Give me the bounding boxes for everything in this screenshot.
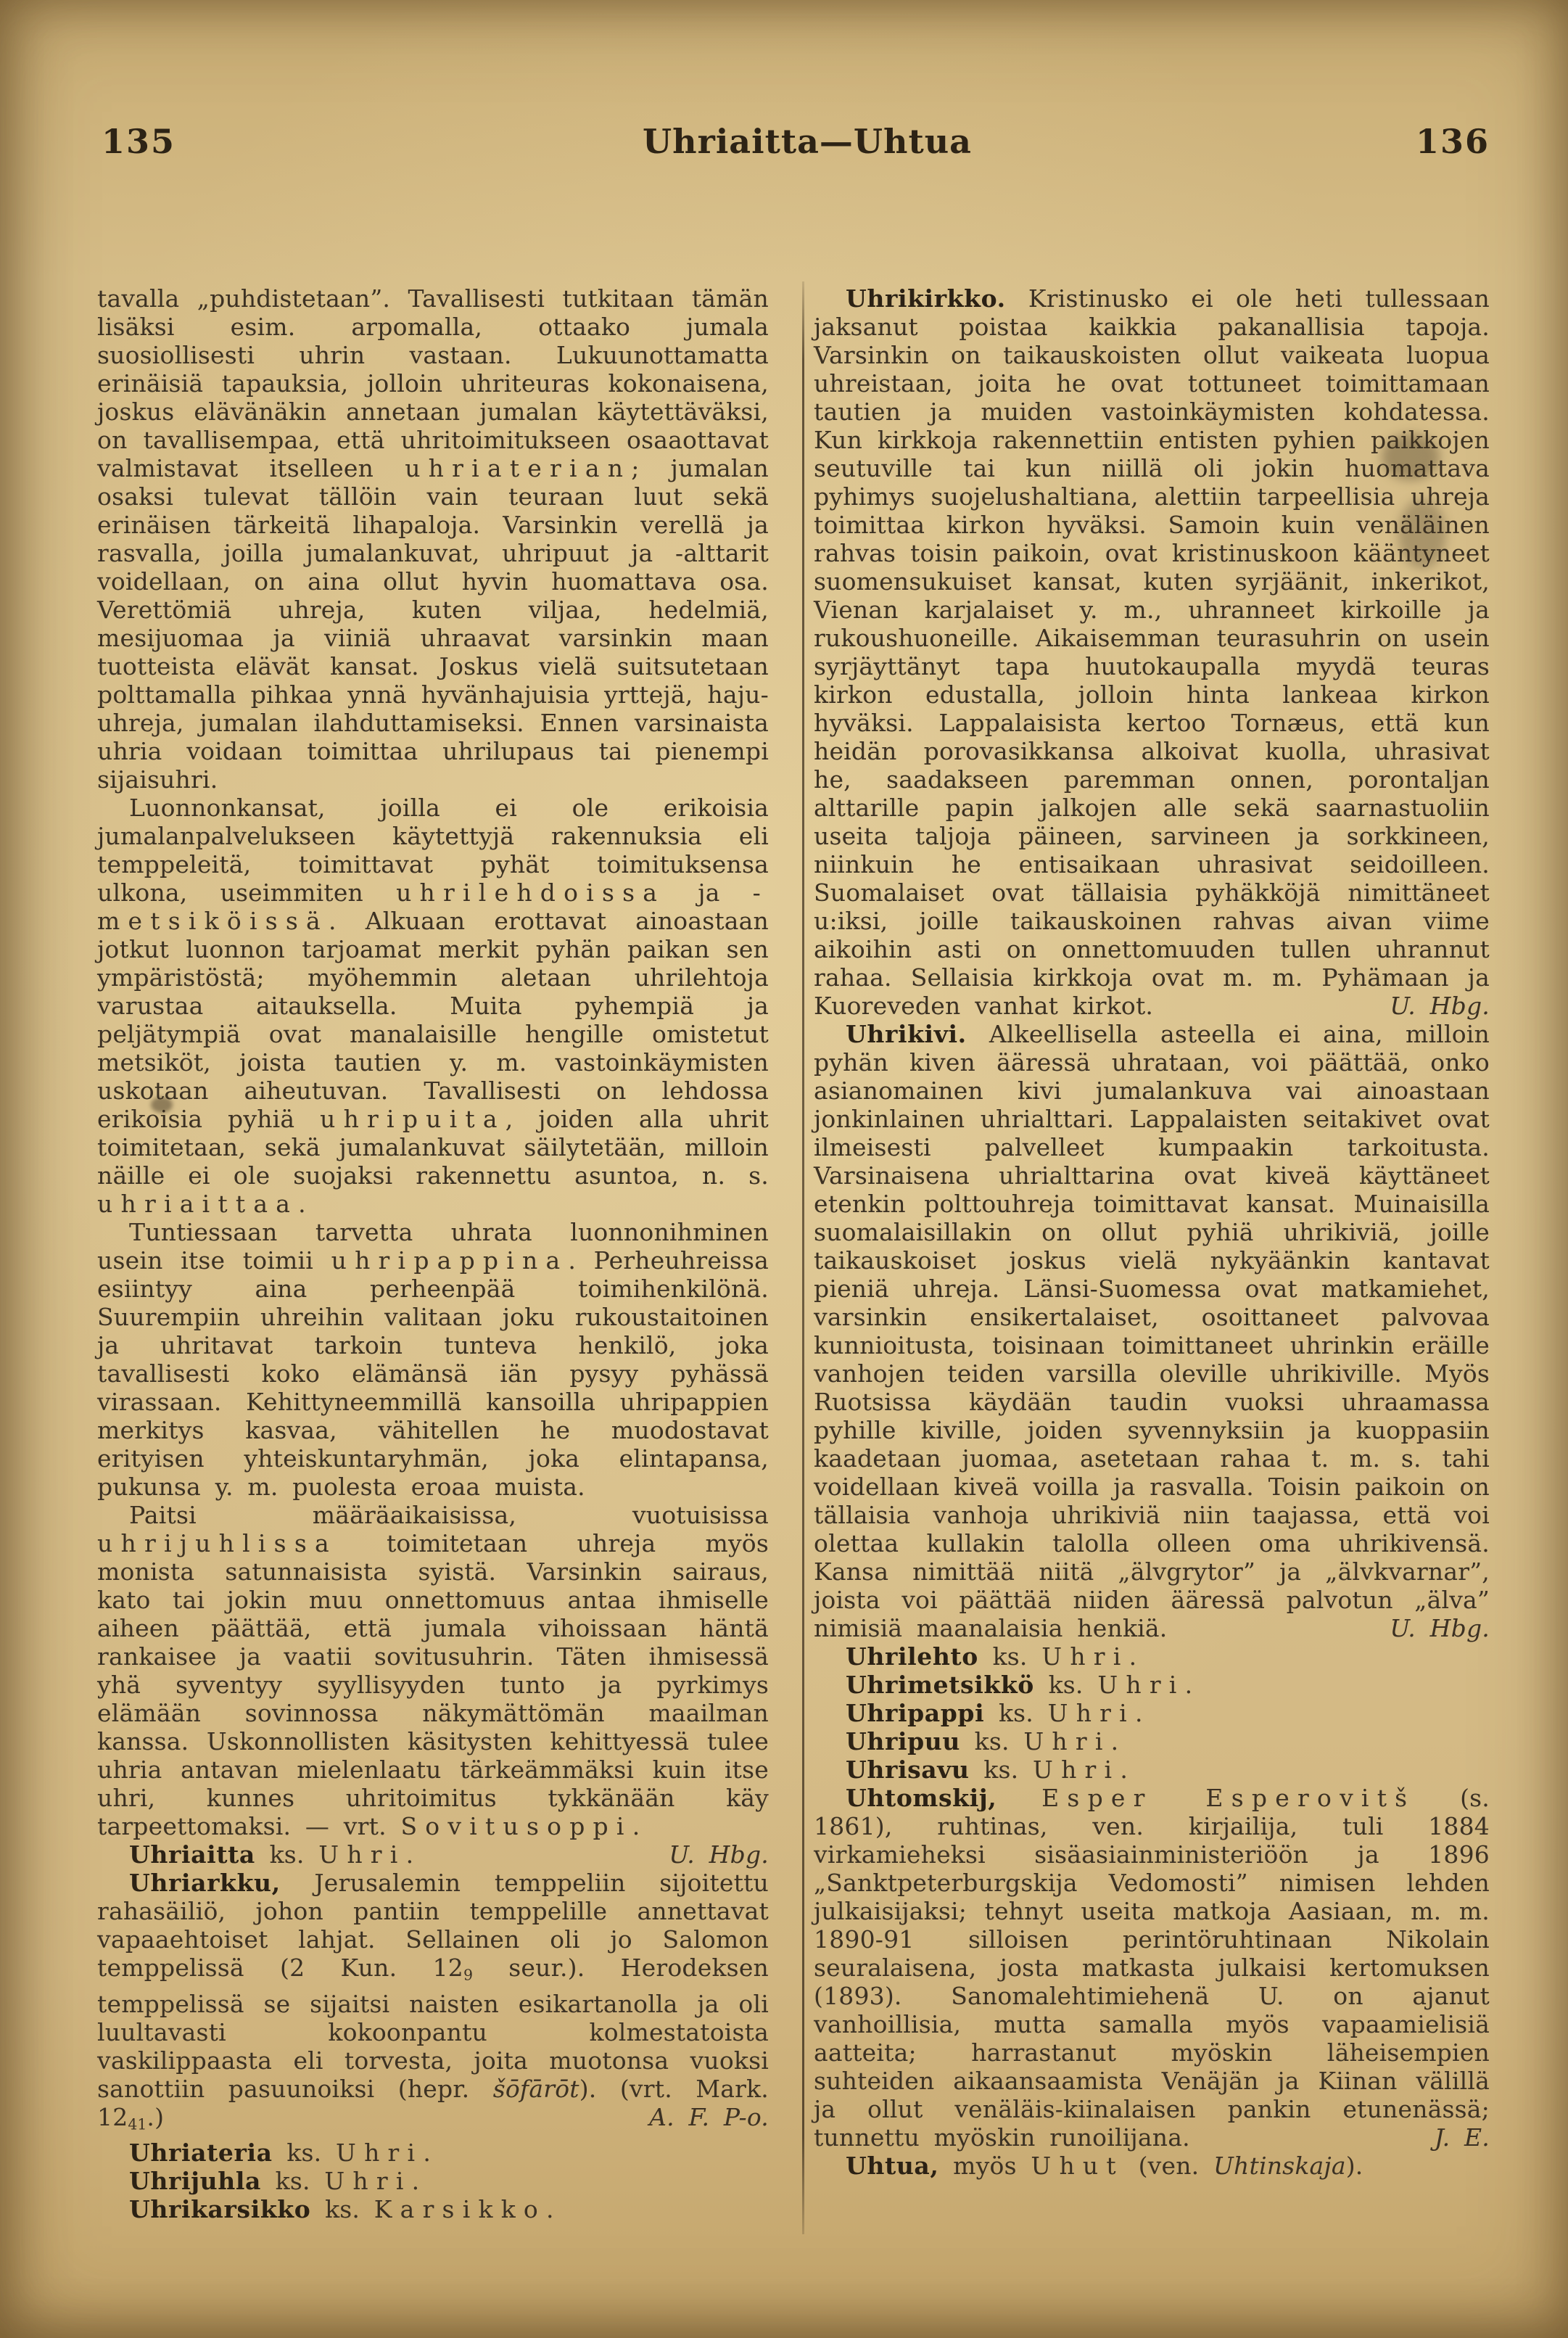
column-left — [97, 284, 769, 2223]
paragraph — [97, 1218, 769, 1501]
text-run: Uhri — [1041, 1642, 1129, 1671]
text-run: toimitetaan uhreja myös monista satunnaisista syistä. Varsinkin sairaus, kato tai jokin muu onnettomuus antaa ihmiselle aiheen päättää, että jumala vihoissaan häntä rankaisee ja vaatii sovitusuhrin. Täten ihmisessä yhä syventyy syyllisyyden tunto ja pyrkimys elämään sovinnossa näkymättömän maailman kanssa. Uskonnollisten käsitysten kehittyessä tulee uhria antavan mielenlaatu tärkeämmäksi kuin itse uhri, kunnes uhritoimitus tykkänään käy tarpeettomaksi. — vrt. — [97, 1529, 769, 1840]
paragraph — [97, 2139, 769, 2167]
text-run: uhrilehdoissa — [396, 878, 666, 907]
text-run: Karsikko — [374, 2195, 547, 2224]
text-run: Uhrisavu — [846, 1755, 970, 1784]
text-run: (ven. — [1123, 2152, 1214, 2180]
text-run: -metsiköissä — [97, 878, 769, 935]
text-run: Uhri — [336, 2139, 424, 2168]
text-run: Uhtomskij, — [846, 1784, 997, 1812]
paragraph — [814, 1671, 1490, 1699]
text-run: ks. — [984, 1699, 1048, 1727]
text-run: . — [1184, 1671, 1193, 1699]
text-run: ks. — [310, 2195, 374, 2224]
text-run: ks. — [272, 2139, 337, 2168]
ink-smudge — [151, 1097, 173, 1113]
ink-smudge — [1382, 434, 1440, 480]
text-run: seur.). Herodeksen temppelissä se sijaitsi naisten esikartanolla ja oli luultavasti kokoonpantu kolmestatoista vaskilippaasta eli torvesta, joita muotonsa vuoksi sanottiin pasuunoiksi (hepr. — [97, 1954, 769, 2103]
text-run: Uhri — [324, 2167, 412, 2196]
text-run: . Perheuhreissa esiintyy aina perheenpää toimihenkilönä. Suurempiin uhreihin valitaan joku rukoustaitoinen ja uhritavat tarkoin tunteva henkilö, joka tavallisesti koko elämänsä iän pysyy pyhässä virassaan. Kehittyneemmillä kansoilla uhripappien merkitys kasvaa, vähitellen he muodostavat erityisen yhteiskuntaryhmän, joka elintapansa, pukunsa y. m. puolesta eroaa muista. — [97, 1246, 769, 1501]
right-page-number: 136 — [1415, 122, 1490, 161]
text-run: uhripuita — [320, 1105, 506, 1133]
text-run: Tuntiessaan tarvetta uhrata luonnonihminen usein itse toimii — [97, 1218, 769, 1275]
page-title: Uhriaitta—Uhtua — [643, 122, 972, 161]
text-run: Esper Esperovitš — [1041, 1784, 1416, 1812]
contributor-signature: U. Hbg. — [1390, 992, 1490, 1020]
text-run: ks. — [260, 2167, 325, 2196]
text-run: šōfārōt — [492, 2074, 579, 2103]
text-run: Uhri — [1023, 1727, 1111, 1755]
text-run: ja — [665, 878, 753, 907]
paragraph — [814, 1784, 1490, 2152]
paragraph — [97, 284, 769, 794]
text-run: . — [411, 2167, 420, 2196]
column-right — [814, 284, 1490, 2180]
text-run: ). — [1345, 2152, 1363, 2180]
paragraph — [814, 1020, 1490, 1642]
text-run — [996, 1784, 1041, 1812]
text-run: . Alkuaan erottavat ainoastaan jotkut luonnon tarjoamat merkit pyhän paikan sen ympäristöstä; myöhemmin aletaan uhrilehtoja varustaa aitauksella. Muita pyhempiä ja peljätympiä ovat manalaisille hengille omistetut metsiköt, joista tautien y. m. vastoinkäymisten uskotaan aiheutuvan. Tavallisesti on lehdossa erikoisia pyhiä — [97, 907, 769, 1133]
text-run: uhrijuhlissa — [97, 1529, 337, 1557]
text-run: ks. — [1033, 1671, 1098, 1699]
text-run: Uhriaitta — [129, 1840, 255, 1869]
column-divider — [802, 281, 804, 2234]
text-run: uhriaittaa — [97, 1190, 299, 1218]
text-run: . — [423, 2139, 432, 2168]
text-run: Uhriateria — [129, 2139, 273, 2168]
text-run: tavalla „puhdistetaan”. Tavallisesti tutkitaan tämän lisäksi esim. arpomalla, ottaako jumala suosiollisesti uhrin vastaan. Lukuunottamatta erinäisiä tapauksia, jolloin uhriteuras kokonaisena, joskus elävänäkin annetaan jumalan käytettäväksi, on tavallisempaa, että uhritoimitukseen osaaottavat valmistavat itselleen — [97, 284, 769, 482]
text-run: Uhut — [1031, 2152, 1124, 2180]
paragraph — [814, 1755, 1490, 1784]
text-run: Uhtua, — [846, 2152, 939, 2180]
text-run: Uhri — [1097, 1671, 1185, 1699]
text-run: Uhripuu — [846, 1727, 960, 1755]
text-run: Alkeellisella asteella ei aina, milloin pyhän kiven ääressä uhrataan, voi päättää, onko asianomainen kivi jumalankuva vai ainoastaan jonkinlainen uhrialttari. Lappalaisten seitakivet ovat ilmeisesti palvelleet kumpaakin tarkoitusta. Varsinaisena uhrialttarina ovat kiveä käyttäneet etenkin polttouhreja toimittavat kansat. Muinaisilla suomalaisillakin on ollut pyhiä uhrikiviä, joille taikauskoiset joskus vielä nykyäänkin kantavat pieniä uhreja. Länsi-Suomessa ovat matkamiehet, varsinkin ensikertalaiset, osoittaneet palvovaa kunnioitusta, toisinaan toimittaneet uhrinkin eräille vanhojen teiden varsilla oleville uhrikiville. Myös Ruotsissa käydään taudin vuoksi uhraamassa pyhille kiville, joiden syvennyksiin ja kuoppasiin kaadetaan juomaa, asetetaan rahaa t. m. s. tahi voidellaan kiveä voilla ja rasvalla. Toisin paikoin on tällaisia vanhoja uhrikiviä niin taajassa, että voi olettaa kullakin talolla olleen oma uhrikivensä. Kansa nimittää niitä „älvgrytor” ja „älvkvarnar”, joista voi päättää niiden ääressä palvotun „älva” nimisiä maanalaisia henkiä. — [814, 1020, 1490, 1642]
text-run: Uhrilehto — [846, 1642, 978, 1671]
text-run: Uhri — [1047, 1699, 1135, 1727]
text-run: . — [1110, 1727, 1119, 1755]
page-header — [102, 122, 1490, 161]
paragraph — [97, 794, 769, 1218]
paragraph — [814, 284, 1490, 1020]
text-run: .) — [147, 2102, 165, 2131]
text-run: Uhriarkku, — [129, 1869, 281, 1897]
contributor-signature: J. E. — [1434, 2123, 1490, 2152]
text-run: Uhripappi — [846, 1699, 985, 1727]
text-run: Sovitusoppi — [400, 1812, 632, 1840]
text-run: . — [546, 2195, 554, 2224]
text-run: . — [298, 1190, 306, 1218]
paragraph — [97, 2167, 769, 2195]
text-run: Uhrikarsikko — [129, 2195, 311, 2224]
text-run: Uhrikirkko. — [846, 284, 1006, 313]
paragraph — [97, 2195, 769, 2223]
text-run: uhripappina — [331, 1246, 569, 1275]
text-run: . — [1120, 1755, 1128, 1784]
text-run: Uhrikivi. — [846, 1020, 967, 1048]
text-run: (s. 1861), ruhtinas, ven. kirjailija, tuli 1884 virkamieheksi sisäasiainministeriöön ja 1896 „Sanktpeterburgskija Vedomosti” nimisen lehden julkaisijaksi; tehnyt useita matkoja Aasiaan, m. m. 1890-91 silloisen perintöruhtinaan Nikolain seuralaisena, josta matkasta julkaisi kertomuksen (1893). Sanomalehtimiehenä U. on ajanut vanhoillisia, mutta samalla myös vapaamielisiä aatteita; harrastanut myöskin läheisempien suhteiden aikaansaamista Venäjän ja Kiinan välillä ja ollut venäläis-kiinalaisen pankin etunenässä; tunnettu myöskin runoilijana. — [814, 1784, 1490, 2152]
text-run: . — [405, 1840, 414, 1869]
text-run: ; jumalan osaksi tulevat tällöin vain teuraan luut sekä erinäisen tärkeitä lihapaloja. Varsinkin verellä ja rasvalla, joilla jumalankuvat, uhripuut ja -alttarit voidellaan, on aina ollut hyvin huomattava osa. Verettömiä uhreja, kuten viljaa, hedelmiä, mesijuomaa ja viiniä uhraavat varsinkin maan tuotteista elävät kansat. Joskus vielä suitsutetaan polttamalla pihkaa ynnä hyvänhajuisia yrttejä, haju-uhreja, jumalan ilahduttamiseksi. Ennen varsinaista uhria voidaan toimittaa uhrilupaus tai pienempi sijaisuhri. — [97, 454, 769, 794]
text-run: Uhri — [318, 1840, 406, 1869]
text-run: myös — [938, 2152, 1031, 2180]
text-run: Luonnonkansat, joilla ei ole erikoisia jumalanpalvelukseen käytettyjä rakennuksia eli temppeleitä, toimittavat pyhät toimituksensa ulkona, useimmiten — [97, 794, 769, 907]
text-run: Uhri — [1033, 1755, 1121, 1784]
ink-smudge — [1398, 499, 1446, 569]
contributor-signature: U. Hbg. — [1390, 1614, 1490, 1642]
paragraph — [97, 1869, 769, 2139]
text-run: Uhrimetsikkö — [846, 1671, 1034, 1699]
paragraph — [814, 1727, 1490, 1755]
text-run: . — [632, 1812, 640, 1840]
text-run: ). (vrt. Mark. 12 — [97, 2074, 769, 2131]
left-page-number: 135 — [102, 122, 176, 161]
text-run: 9 — [463, 1966, 473, 1984]
paragraph — [814, 2152, 1490, 2180]
text-run: ks. — [978, 1642, 1042, 1671]
paragraph — [814, 1642, 1490, 1671]
text-run: 41 — [128, 2115, 147, 2133]
text-run: , joiden alla uhrit toimitetaan, sekä jumalankuvat säilytetään, milloin näille ei ole suojaksi rakennettu asuntoa, n. s. — [97, 1105, 769, 1190]
text-run: Uhrijuhla — [129, 2167, 261, 2196]
text-run: ks. — [969, 1755, 1033, 1784]
text-run: Uhtinskaja — [1213, 2152, 1346, 2180]
text-run: Jerusalemin temppeliin sijoitettu rahasäiliö, johon pantiin temppelille annettavat vapaaehtoiset lahjat. Sellainen oli jo Salomon temppelissä (2 Kun. 12 — [97, 1869, 769, 1982]
text-run: ks. — [255, 1840, 319, 1869]
contributor-signature: A. F. P-o. — [649, 2102, 769, 2131]
text-run: Kristinusko ei ole heti tullessaan jaksanut poistaa kaikkia pakanallisia tapoja. Varsinkin on taikauskoisten ollut vaikeata luopua uhreistaan, joita he ovat tottuneet toimittamaan tautien ja muiden vastoinkäymisten kohdatessa. Kun kirkkoja rakennettiin entisten pyhien paikkojen seutuville tai kun niillä oli jokin huomattava pyhimys suojelushaltiana, alettiin tarpeellisia uhreja toimittaa kirkon hyväksi. Samoin kuin venäläinen rahvas toisin paikoin, ovat kristinuskoon kääntyneet suomensukuiset kansat, kuten syrjäänit, inkerikot, Vienan karjalaiset y. m., uhranneet kirkoille ja rukoushuoneille. Aikaisemman teurasuhrin on usein syrjäyttänyt tapa huutokaupalla myydä teuras kirkon edustalla, jolloin hinta lankeaa kirkon hyväksi. Lappalaisista kertoo Tornæus, että kun heidän porovasikkansa alkoivat kuolla, uhrasivat he, saadakseen paremman onnen, porontaljan alttarille papin jalkojen alle sekä saarnastuoliin useita taljoja päineen, sarvineen ja sorkkineen, niinkuin he entisaikaan uhrasivat seidoilleen. Suomalaiset ovat tällaisia pyhäkköjä nimittäneet u:iksi, joille taikauskoinen rahvas aivan viime aikoihin asti on onnettomuuden tullen uhrannut rahaa. Sellaisia kirkkoja ovat m. m. Pyhämaan ja Kuoreveden vanhat kirkot. — [814, 284, 1490, 1020]
text-run: . — [1134, 1699, 1143, 1727]
paragraph — [814, 1699, 1490, 1727]
text-run: Paitsi määräaikaisissa, vuotuisissa — [129, 1501, 769, 1529]
text-run: . — [1128, 1642, 1137, 1671]
text-run: ks. — [960, 1727, 1024, 1755]
text-run: uhriaterian — [405, 454, 632, 482]
contributor-signature: U. Hbg. — [669, 1840, 769, 1869]
